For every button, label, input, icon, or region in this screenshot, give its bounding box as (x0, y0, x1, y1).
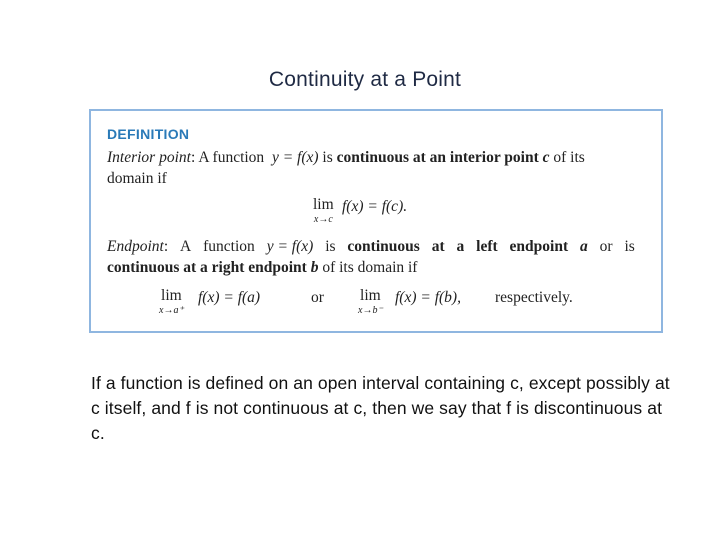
endpoint-right-line: continuous at a right endpoint b of its domain if (107, 259, 418, 276)
right-endpoint-expression: f(x) = f(b), (395, 289, 461, 306)
discontinuity-paragraph: If a function is defined on an open interval containing c, except possibly at c itself, and f is not continuous at c, then we say that f is discontinuous at c. (91, 373, 670, 443)
definition-box (89, 109, 663, 333)
interior-bold-phrase: continuous at an interior point (336, 149, 539, 166)
left-endpoint-expression: f(x) = f(a) (198, 289, 261, 306)
interior-domain-line: domain if (107, 170, 167, 187)
right-endpoint-limit: lim x→b⁻ (358, 287, 383, 316)
interior-point-line: Interior point: A function y = f(x) is continuous at an interior point c of its (107, 149, 585, 166)
endpoint-label: Endpoint (107, 238, 164, 255)
or-word: or (311, 289, 324, 306)
interior-point-label: Interior point (107, 149, 191, 166)
interior-limit: lim x→c (313, 196, 334, 225)
interior-limit-expression: f(x) = f(c). (342, 198, 408, 215)
slide-title: Continuity at a Point (268, 68, 462, 91)
definition-heading: DEFINITION (107, 126, 190, 142)
endpoint-line: Endpoint: A function y = f(x) is continuous at a left endpoint a or is (107, 238, 635, 255)
left-endpoint-limit: lim x→a⁺ (159, 287, 184, 316)
interior-function: y = f(x) (271, 149, 319, 166)
endpoint-function: y = f(x) (266, 238, 314, 255)
respectively-word: respectively. (495, 289, 573, 306)
